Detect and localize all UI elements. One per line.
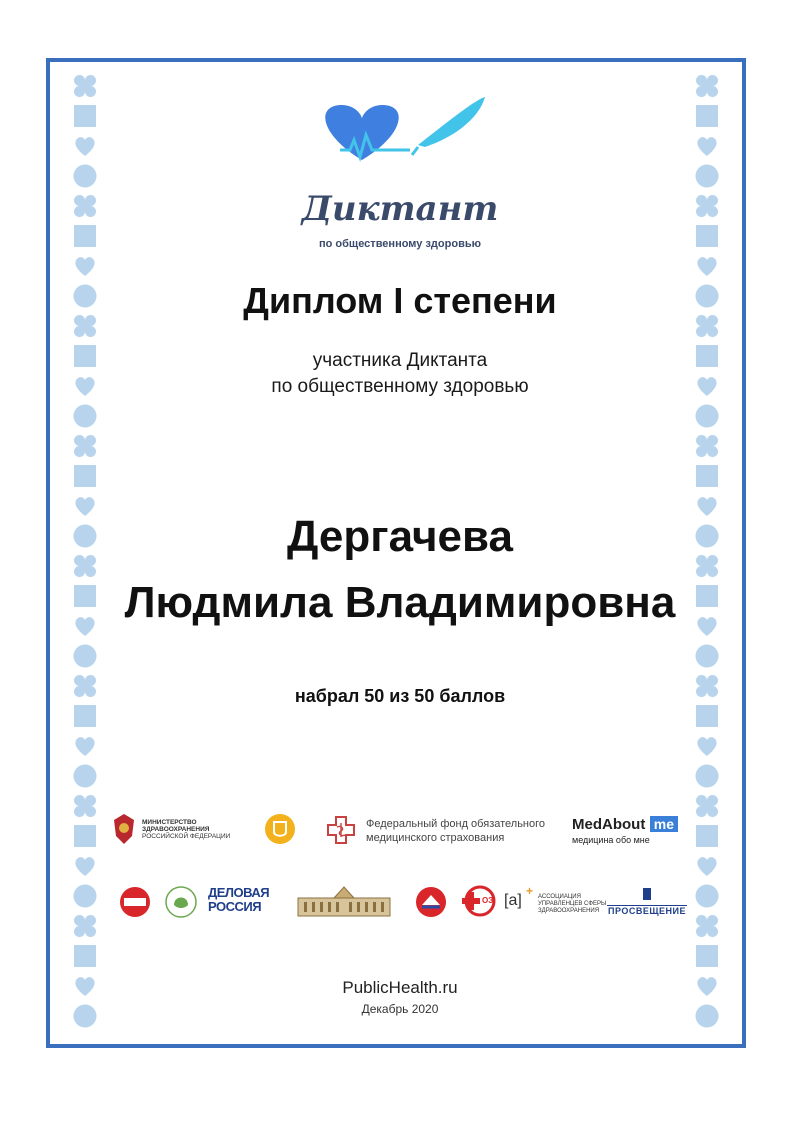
delovaya-rossiya-logo xyxy=(208,886,278,918)
cross-shape-icon xyxy=(73,74,97,98)
building-icon xyxy=(296,884,392,918)
heart-shape-icon xyxy=(695,134,719,158)
circle-shape-icon xyxy=(695,644,719,668)
square-shape-icon xyxy=(73,104,97,128)
cross-shape-icon xyxy=(73,914,97,938)
cross-shape-icon xyxy=(695,194,719,218)
footer-date: Декабрь 2020 xyxy=(361,1002,439,1016)
circle-shape-icon xyxy=(73,644,97,668)
heart-shape-icon xyxy=(695,854,719,878)
logo-tagline: по общественному здоровью xyxy=(319,238,481,250)
emblem-icon xyxy=(414,885,448,919)
dictant-logo xyxy=(300,95,500,255)
oz-logo xyxy=(458,884,498,920)
ministry-line-2: ЗДРАВООХРАНЕНИЯ xyxy=(142,826,210,833)
circle-shape-icon xyxy=(73,404,97,428)
logo-wordmark: Диктант xyxy=(301,189,499,229)
medabout-subtitle: медицина обо мне xyxy=(572,835,650,845)
diploma-subtitle xyxy=(0,348,800,400)
green-partner-logo xyxy=(164,885,198,924)
cross-shape-icon xyxy=(695,434,719,458)
square-shape-icon xyxy=(73,704,97,728)
square-shape-icon xyxy=(695,104,719,128)
recipient-given-names: Людмила Владимировна xyxy=(124,578,676,627)
orange-partner-logo xyxy=(262,813,298,854)
circle-shape-icon xyxy=(695,764,719,788)
red-badge-icon xyxy=(118,885,152,919)
plus-icon: + xyxy=(526,884,534,898)
square-shape-icon xyxy=(695,464,719,488)
ministry-line-3: РОССИЙСКОЙ ФЕДЕРАЦИИ xyxy=(142,833,231,840)
cross-shape-icon xyxy=(695,794,719,818)
delovaya-line-2: РОССИЯ xyxy=(208,899,262,914)
subtitle-line-1: участника Диктанта xyxy=(312,350,488,371)
square-shape-icon xyxy=(695,944,719,968)
assoc-line-3: ЗДРАВООХРАНЕНИЯ xyxy=(538,908,600,914)
prosveshchenie-logo xyxy=(607,887,687,917)
score-text: набрал 50 из 50 баллов xyxy=(294,686,506,706)
heart-shape-icon xyxy=(73,134,97,158)
square-shape-icon xyxy=(73,944,97,968)
footer-website: PublicHealth.ru xyxy=(342,978,458,997)
emblem-partner-logo xyxy=(414,885,448,924)
orange-circle-icon xyxy=(262,813,298,849)
square-shape-icon xyxy=(73,824,97,848)
delovaya-line-1: ДЕЛОВАЯ xyxy=(208,885,270,900)
ffoms-cross-icon xyxy=(326,815,356,845)
cross-shape-icon xyxy=(73,434,97,458)
ministry-logo xyxy=(110,812,240,848)
recipient-surname: Дергачева xyxy=(287,512,513,561)
circle-shape-icon xyxy=(73,884,97,908)
cross-shape-icon xyxy=(695,914,719,938)
circle-shape-icon xyxy=(695,404,719,428)
square-shape-icon xyxy=(73,464,97,488)
assoc-line-1: АССОЦИАЦИЯ xyxy=(538,894,581,900)
diploma-title: Диплом I степени xyxy=(243,280,557,321)
ffoms-line-1: Федеральный фонд обязательного xyxy=(366,818,546,830)
red-circle-partner-logo xyxy=(118,885,152,924)
association-logo xyxy=(504,884,607,918)
square-shape-icon xyxy=(73,224,97,248)
heart-pulse-icon xyxy=(300,95,500,255)
medabout-logo xyxy=(572,816,692,846)
heart-shape-icon xyxy=(695,734,719,758)
ffoms-line-2: медицинского страхования xyxy=(366,832,505,844)
ffoms-logo xyxy=(326,815,556,847)
coat-of-arms-icon xyxy=(110,812,138,846)
subtitle-line-2: по общественному здоровью xyxy=(271,376,529,397)
circle-shape-icon xyxy=(695,884,719,908)
leaf-icon xyxy=(164,885,198,919)
heart-shape-icon xyxy=(73,854,97,878)
cross-shape-icon xyxy=(73,794,97,818)
circle-shape-icon xyxy=(73,164,97,188)
cross-shape-icon xyxy=(695,74,719,98)
circle-shape-icon xyxy=(73,764,97,788)
prosv-wordmark: ПРОСВЕЩЕНИЕ xyxy=(607,906,686,916)
assoc-line-2: УПРАВЛЕНЦЕВ СФЕРЫ xyxy=(538,901,607,907)
ministry-line-1: МИНИСТЕРСТВО xyxy=(142,819,197,826)
heart-shape-icon xyxy=(695,254,719,278)
oz-label: ОЗ xyxy=(482,896,494,905)
circle-shape-icon xyxy=(695,164,719,188)
medabout-wordmark: MedAbout xyxy=(572,816,646,833)
prosv-mark-icon xyxy=(640,888,654,900)
square-shape-icon xyxy=(695,704,719,728)
medabout-box: me xyxy=(650,816,678,832)
bracket-a-icon: [a] xyxy=(504,892,522,909)
heart-shape-icon xyxy=(73,734,97,758)
building-logo xyxy=(296,884,392,923)
cross-shape-icon xyxy=(73,194,97,218)
square-shape-icon xyxy=(695,824,719,848)
square-shape-icon xyxy=(695,224,719,248)
heart-shape-icon xyxy=(73,254,97,278)
